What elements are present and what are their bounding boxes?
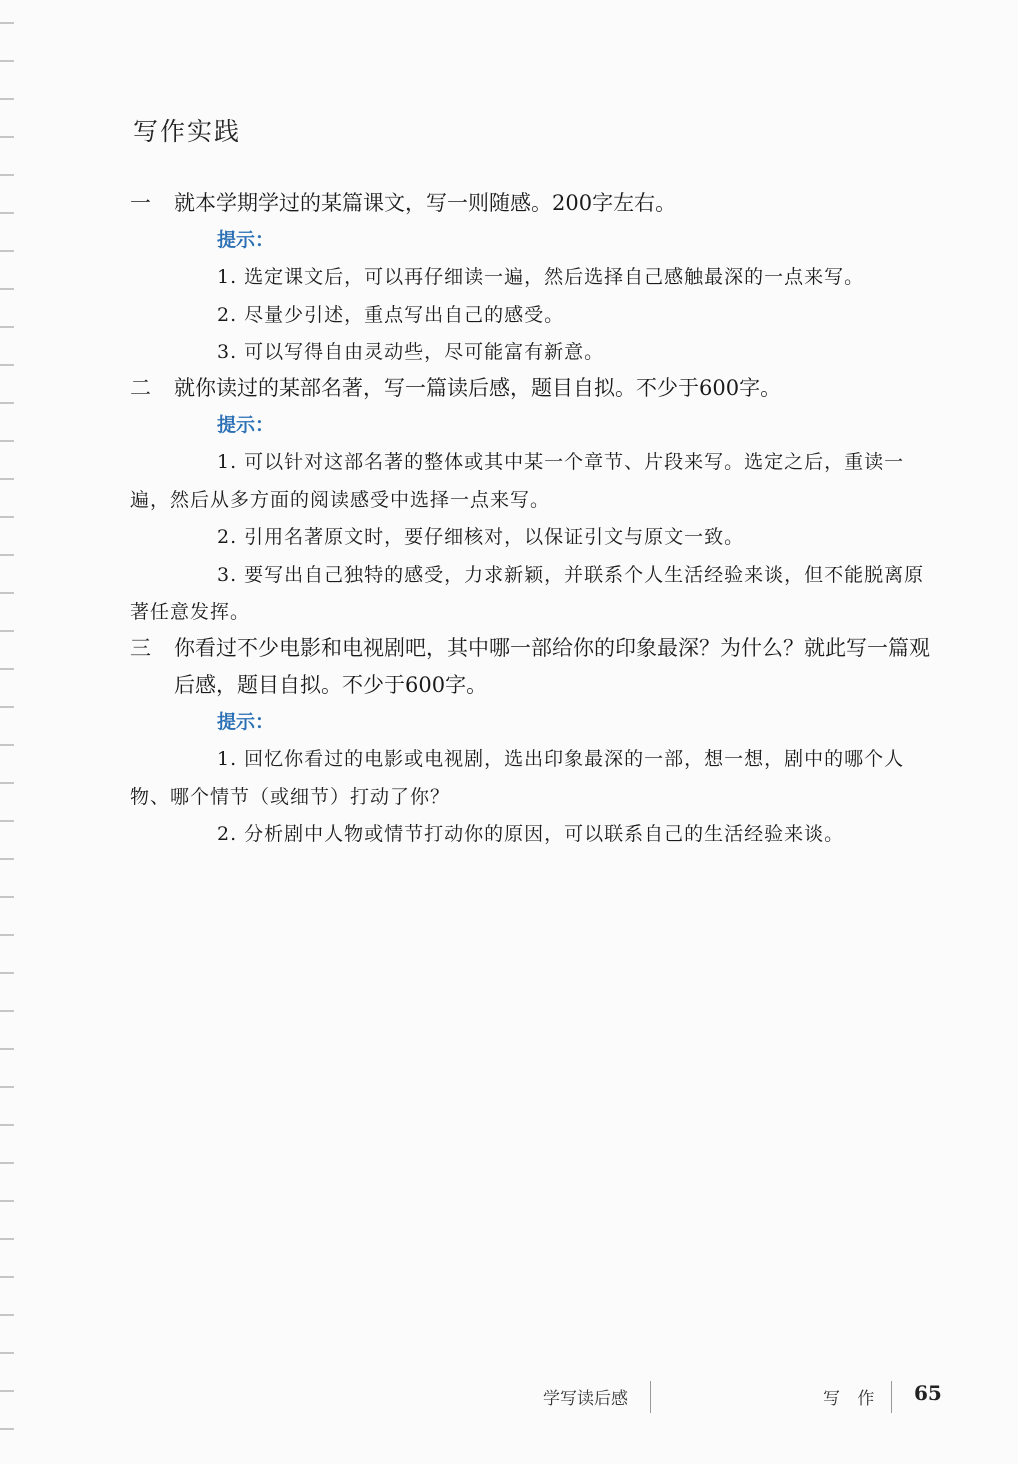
page-number: 65 [914, 1381, 942, 1405]
task-heading [130, 185, 940, 222]
task-question: 就本学期学过的某篇课文，写一则随感。200字左右。 [174, 191, 677, 215]
hint-item: 2. 分析剧中人物或情节打动你的原因，可以联系自己的生活经验来谈。 [217, 823, 845, 845]
footer-divider [650, 1381, 651, 1413]
writing-task-2 [130, 370, 940, 632]
spiral-binding-edge [0, 0, 14, 1464]
task-heading [130, 630, 940, 704]
hint-label: 提示： [217, 414, 275, 436]
footer-divider [891, 1381, 892, 1413]
hint-label: 提示： [217, 711, 275, 733]
footer-unit-title: 学写读后感 [543, 1389, 628, 1409]
task-number: 二 [130, 376, 151, 400]
hint-item: 2. 引用名著原文时，要仔细核对，以保证引文与原文一致。 [217, 526, 745, 548]
writing-task-1 [130, 185, 940, 372]
hint-item: 1. 选定课文后，可以再仔细读一遍，然后选择自己感触最深的一点来写。 [217, 266, 865, 288]
hint-item: 3. 可以写得自由灵动些，尽可能富有新意。 [217, 341, 605, 363]
hint-item: 3. 要写出自己独特的感受，力求新颖，并联系个人生活经验来谈，但不能脱离原著任意发挥。 [130, 563, 925, 623]
task-question: 你看过不少电影和电视剧吧，其中哪一部给你的印象最深？为什么？就此写一篇观后感，题目自拟。不少于600字。 [174, 636, 930, 697]
hint-item: 2. 尽量少引述，重点写出自己的感受。 [217, 303, 565, 326]
writing-task-3 [130, 630, 940, 854]
hint-label: 提示： [217, 229, 275, 251]
footer-category: 写 作 [823, 1389, 881, 1409]
hint-item: 1. 可以针对这部名著的整体或其中某一个章节、片段来写。选定之后，重读一遍，然后从多方面的阅读感受中选择一点来写。 [130, 451, 905, 511]
section-title: 写作实践 [133, 117, 242, 146]
hint-item: 1. 回忆你看过的电影或电视剧，选出印象最深的一部，想一想，剧中的哪个人物、哪个情节（或细节）打动了你？ [130, 748, 905, 808]
task-heading [130, 370, 940, 407]
task-question: 就你读过的某部名著，写一篇读后感，题目自拟。不少于600字。 [174, 376, 782, 400]
task-number: 一 [130, 191, 151, 215]
task-number: 三 [130, 636, 151, 660]
